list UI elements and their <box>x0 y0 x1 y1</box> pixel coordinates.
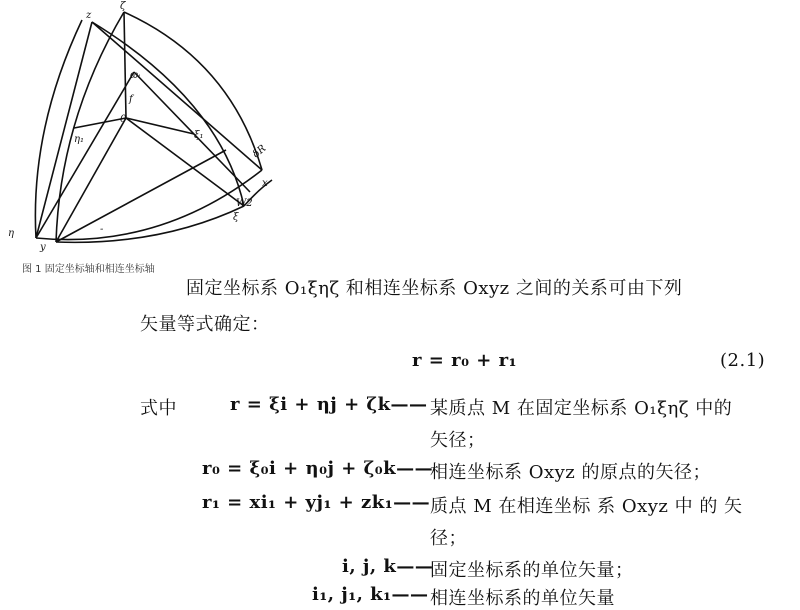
equation-number: (2.1) <box>720 350 766 371</box>
line-cross-2 <box>134 72 250 192</box>
line-eta1 <box>74 118 126 128</box>
label-xi1: ξ₁ <box>194 130 204 141</box>
label-y: y <box>40 242 46 253</box>
def4-formula: i, j, k—— <box>342 556 434 577</box>
def1-text: 某质点 M 在固定坐标系 O₁ξηζ 中的 <box>430 398 733 419</box>
def5-text: 相连坐标系的单位矢量 <box>430 588 615 609</box>
label-zeta: ζ <box>120 1 126 12</box>
label-w2: W2 <box>236 198 253 209</box>
inner-arc-left <box>56 12 124 242</box>
outer-arc-right <box>124 12 262 170</box>
axis-z <box>124 12 126 118</box>
def3-cont: 径； <box>430 528 467 549</box>
def1-formula: r = ξi + ηj + ζk—— <box>230 394 428 415</box>
label-eta: η <box>8 228 14 239</box>
label-omega: ωᵢ <box>130 70 141 81</box>
inner-arc-bottom <box>56 206 244 242</box>
def2-formula: r₀ = ξ₀i + η₀j + ζ₀k—— <box>202 458 434 479</box>
label-f: f <box>129 94 133 105</box>
inner-arc-right <box>92 22 244 206</box>
where-label: 式中 <box>140 398 177 419</box>
label-origin: 0 <box>120 114 127 125</box>
equation-main: r = r₀ + r₁ <box>412 350 517 371</box>
paragraph-line-2: 矢量等式确定： <box>140 314 270 335</box>
paragraph-line-1: 固定坐标系 O₁ξηζ 和相连坐标系 Oxyz 之间的关系可由下列 <box>186 278 683 299</box>
def3-text: 质点 M 在相连坐标 系 Oxyz 中 的 矢 <box>430 496 743 517</box>
label-minus: - <box>100 224 104 235</box>
def5-formula: i₁, j₁, k₁—— <box>312 584 429 605</box>
label-z: z <box>86 10 92 21</box>
label-xi: ξ <box>233 212 239 223</box>
label-dr: δR <box>250 143 269 161</box>
figure-caption: 图 1 固定坐标轴和相连坐标轴 <box>22 264 155 275</box>
line-cross-1 <box>36 72 134 238</box>
coordinate-axes-figure <box>0 0 300 270</box>
def1-cont: 矢径； <box>430 430 486 451</box>
def3-formula: r₁ = xi₁ + yj₁ + zk₁—— <box>202 492 431 513</box>
def4-text: 固定坐标系的单位矢量； <box>430 560 634 581</box>
label-eta1: η₁ <box>74 134 84 145</box>
label-x: x <box>262 178 268 189</box>
def2-text: 相连坐标系 Oxyz 的原点的矢径； <box>430 462 712 483</box>
